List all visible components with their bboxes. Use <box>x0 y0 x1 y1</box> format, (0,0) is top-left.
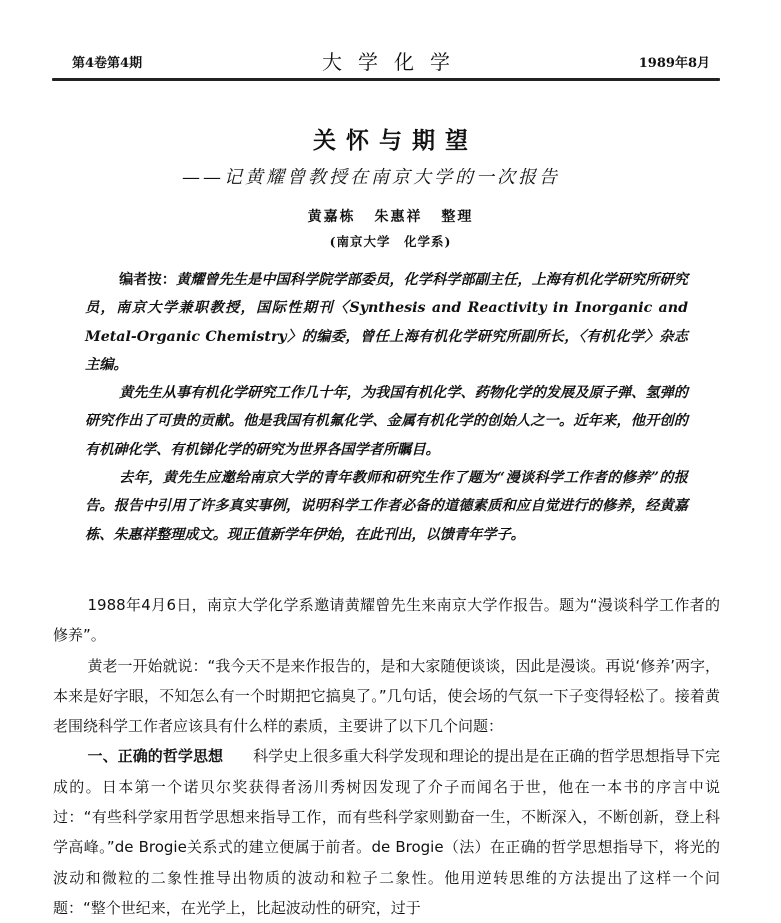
article-subtitle: ——记黄耀曾教授在南京大学的一次报告 <box>182 167 560 188</box>
section-heading: 一、正确的哲学思想 <box>87 747 224 766</box>
body-paragraph: 1988年4月6日，南京大学化学系邀请黄耀曾先生来南京大学作报告。题为“漫谈科学工作者的修养”。 <box>53 596 720 645</box>
editor-note-text: 黄耀曾先生是中国科学院学部委员，化学科学部副主任，上海有机化学研究所研究员，南京大学兼职教授，国际性期刊〈Synthesis and Reactivity in Inorganic and Metal-Organic Chemistry〉的编委，曾任上海有机化学研究所副所长，〈有机化学〉杂志主编。 <box>85 272 688 373</box>
editor-note-paragraph <box>85 266 688 379</box>
affiliation: (南京大学 化学系) <box>329 234 452 249</box>
journal-name: 大学化学 <box>322 50 466 74</box>
editor-note-lead: 编者按： <box>119 272 176 288</box>
volume-issue: 第4卷第4期 <box>72 56 143 71</box>
section-paragraph <box>53 741 720 923</box>
article-body <box>53 590 720 923</box>
header-rule <box>52 78 720 81</box>
author: 黄嘉栋 <box>307 209 356 225</box>
editor-note-paragraph: 黄先生从事有机化学研究工作几十年，为我国有机化学、药物化学的发展及原子弹、氢弹的研究作出了可贵的贡献。他是我国有机氟化学、金属有机化学的创始人之一。近年来，他开创的有机砷化学、有机锑化学的研究为世界各国学者所瞩目。 <box>85 385 688 458</box>
article-title: 关怀与期望 <box>313 128 478 154</box>
issue-date: 1989年8月 <box>638 56 710 71</box>
editor-note <box>85 266 688 549</box>
author: 朱惠祥 <box>374 209 423 225</box>
body-paragraph: 黄老一开始就说：“我今天不是来作报告的，是和大家随便谈谈，因此是漫谈。再说‘修养’两字，本来是好字眼，不知怎么有一个时期把它搞臭了。”几句话，使会场的气氛一下子变得轻松了。接着黄老围绕科学工作者应该具有什么样的素质，主要讲了以下几个问题： <box>53 656 720 736</box>
section-text: 科学史上很多重大科学发现和理论的提出是在正确的哲学思想指导下完成的。日本第一个诺贝尔奖获得者汤川秀树因发现了介子而闻名于世，他在一本书的序言中说过：“有些科学家用哲学思想来指导工作，而有些科学家则勤奋一生，不断深入，不断创新，登上科学高峰。”de Brogie关系式的建立便属于前者。de Brogie（法）在正确的哲学思想指导下，将光的波动和微粒的二象性推导出物质的波动和粒子二象性。他用逆转思维的方法提出了这样一个问题：“整个世纪来，在光学上，比起波动性的研究，过于 <box>53 747 720 917</box>
authors <box>0 206 781 226</box>
editor-note-paragraph: 去年，黄先生应邀给南京大学的青年教师和研究生作了题为“漫谈科学工作者的修养”的报告。报告中引用了许多真实事例，说明科学工作者必备的道德素质和应自觉进行的修养，经黄嘉栋、朱惠祥整理成文。现正值新学年伊始，在此刊出，以馈青年学子。 <box>85 470 688 543</box>
author-role: 整理 <box>441 209 474 225</box>
running-header <box>52 42 720 82</box>
